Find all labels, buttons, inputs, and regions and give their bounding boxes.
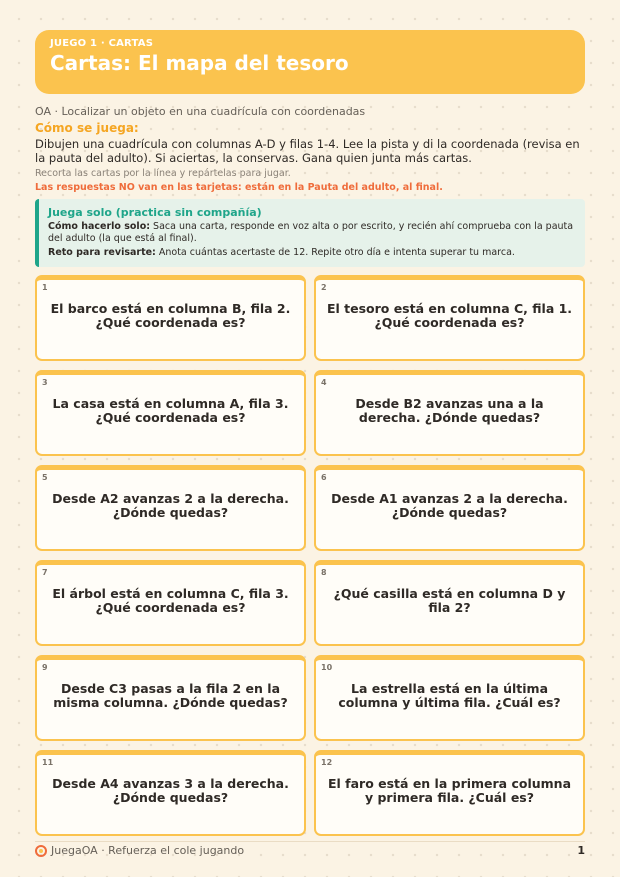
answers-warning: Las respuestas NO van en las tarjetas: están en la Pauta del adulto, al final. <box>35 182 443 193</box>
card-clue: Desde B2 avanzas una a la derecha. ¿Dónde quedas? <box>355 396 544 425</box>
page-number: 1 <box>577 844 585 857</box>
card-number: 10 <box>321 663 333 672</box>
game-card[interactable] <box>314 560 585 646</box>
card-clue: El árbol está en columna C, fila 3. ¿Qué coordenada es? <box>52 586 289 615</box>
card-number: 3 <box>42 378 48 387</box>
card-number: 5 <box>42 473 48 482</box>
solo-title: Juega solo (practica sin compañía) <box>48 206 262 219</box>
juegaoa-logo-icon <box>35 845 47 857</box>
card-clue: El tesoro está en columna C, fila 1. ¿Qué coordenada es? <box>326 301 573 330</box>
card-number: 9 <box>42 663 48 672</box>
howto-heading: Cómo se juega: <box>35 121 139 135</box>
card-clue: Desde A1 avanzas 2 a la derecha. ¿Dónde quedas? <box>331 491 568 520</box>
solo-how-text: Saca una carta, responde en voz alta o por escrito, y recién ahí comprueba con la pauta del adulto (la que está al final). <box>48 221 574 244</box>
card-number: 11 <box>42 758 54 767</box>
card-number: 2 <box>321 283 327 292</box>
card-clue: El faro está en la primera columna y primera fila. ¿Cuál es? <box>327 776 572 805</box>
game-card[interactable] <box>35 750 306 836</box>
solo-play-box <box>35 199 585 267</box>
page-footer <box>35 841 585 857</box>
solo-challenge-text: Anota cuántas acertaste de 12. Repite otro día e intenta superar tu marca. <box>155 247 515 258</box>
card-clue: Desde C3 pasas a la fila 2 en la misma columna. ¿Dónde quedas? <box>53 681 288 710</box>
howto-instructions: Dibujen una cuadrícula con columnas A-D y filas 1-4. Lee la pista y di la coordenada (revisa en la pauta del adulto). Si aciertas, la conservas. Gana quien junta más cartas. <box>35 137 580 165</box>
game-card[interactable] <box>35 275 306 361</box>
card-grid <box>35 275 585 836</box>
card-clue: Desde A2 avanzas 2 a la derecha. ¿Dónde quedas? <box>52 491 289 520</box>
card-number: 8 <box>321 568 327 577</box>
game-card[interactable] <box>314 655 585 741</box>
game-card[interactable] <box>314 275 585 361</box>
card-clue: ¿Qué casilla está en columna D y fila 2? <box>333 586 566 615</box>
solo-how-line <box>48 221 575 245</box>
game-kicker: JUEGO 1 · CARTAS <box>50 38 154 49</box>
card-clue: La estrella está en la última columna y última fila. ¿Cuál es? <box>338 681 561 710</box>
card-number: 6 <box>321 473 327 482</box>
learning-objective: OA · Localizar un objeto en una cuadrícula con coordenadas <box>35 105 366 118</box>
footer-tagline: JuegaOA · Refuerza el cole jugando <box>51 844 245 857</box>
solo-challenge-line <box>48 247 575 259</box>
game-card[interactable] <box>35 655 306 741</box>
card-clue: La casa está en columna A, fila 3. ¿Qué coordenada es? <box>52 396 289 425</box>
page-title: Cartas: El mapa del tesoro <box>50 51 349 75</box>
game-card[interactable] <box>35 560 306 646</box>
cut-note: Recorta las cartas por la línea y repártelas para jugar. <box>35 168 291 179</box>
game-card[interactable] <box>314 370 585 456</box>
game-card[interactable] <box>314 750 585 836</box>
worksheet-page <box>35 30 585 805</box>
card-clue: Desde A4 avanzas 3 a la derecha. ¿Dónde quedas? <box>52 776 289 805</box>
card-number: 7 <box>42 568 48 577</box>
card-number: 4 <box>321 378 327 387</box>
game-card[interactable] <box>35 370 306 456</box>
header-banner <box>35 30 585 94</box>
card-number: 12 <box>321 758 333 767</box>
footer-brand <box>35 844 244 857</box>
game-card[interactable] <box>314 465 585 551</box>
card-clue: El barco está en columna B, fila 2. ¿Qué coordenada es? <box>50 301 291 330</box>
solo-challenge-label: Reto para revisarte: <box>48 247 156 258</box>
game-card[interactable] <box>35 465 306 551</box>
card-number: 1 <box>42 283 48 292</box>
solo-how-label: Cómo hacerlo solo: <box>48 221 151 232</box>
